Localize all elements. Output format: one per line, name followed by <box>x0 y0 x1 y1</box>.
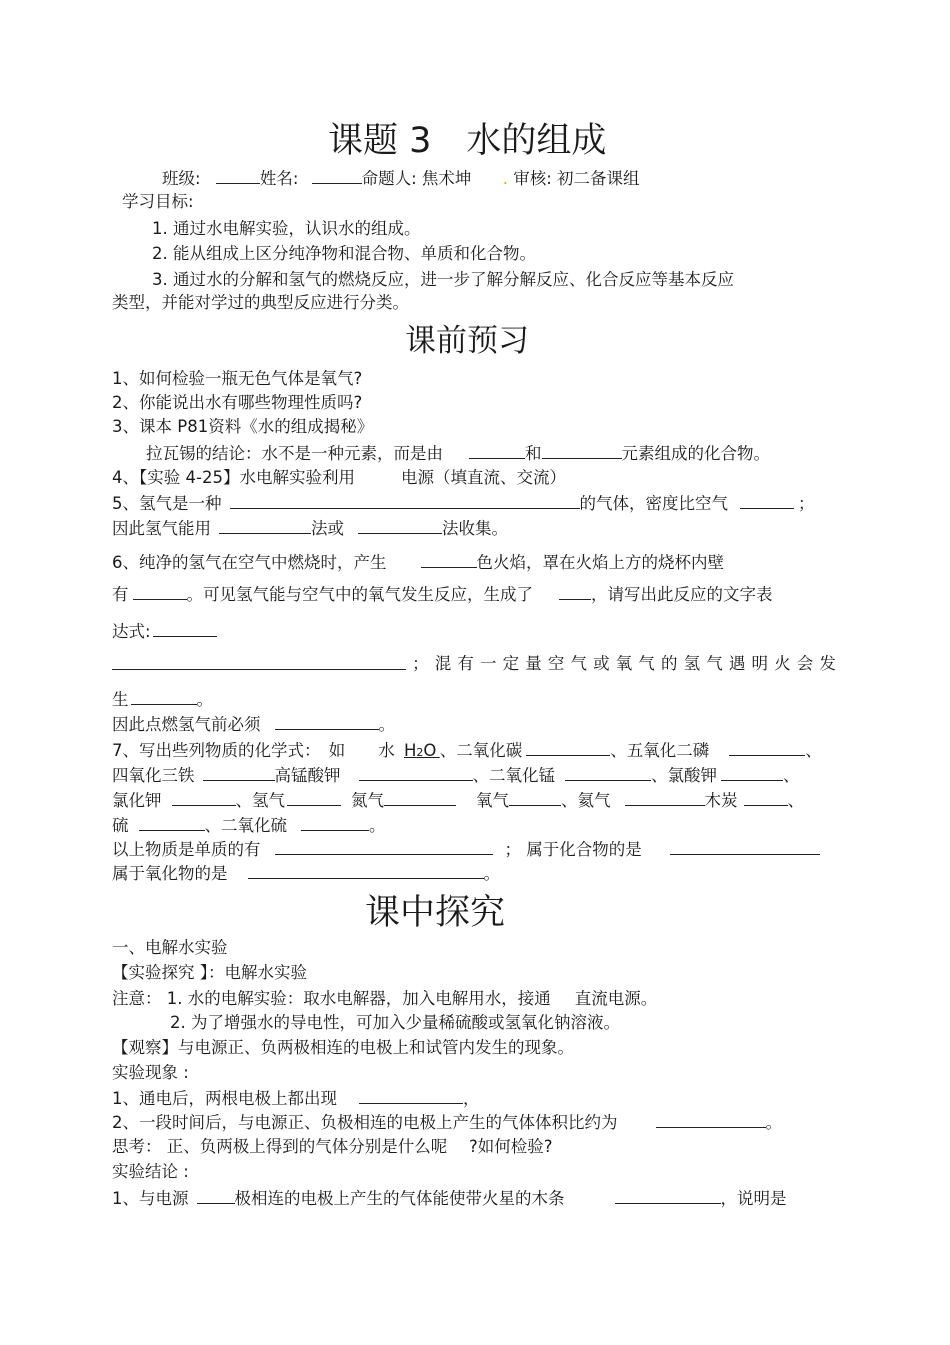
objective-item: 类型，并能对学过的典型反应进行分类。 <box>112 293 409 312</box>
text: 空 <box>547 654 565 673</box>
text: 、五氧化二磷 <box>610 741 710 760</box>
text: ， <box>463 1089 480 1108</box>
question-7-row3 <box>112 789 804 812</box>
note-1 <box>112 988 657 1010</box>
answer-blank[interactable] <box>565 764 651 781</box>
question-3-answer <box>146 442 770 465</box>
answer-blank[interactable] <box>670 838 820 855</box>
answer-blank[interactable] <box>656 1111 766 1128</box>
question-6-expression <box>112 620 217 643</box>
question-2: 2、你能说出水有哪些物理性质吗? <box>112 393 363 412</box>
objectives-heading: 学习目标: <box>122 192 194 211</box>
text: 注意： 1. 水的电解实验：取水电解器，加入电解用水，接通 <box>112 989 551 1008</box>
reviewer-label: 审核: 初二备课组 <box>513 169 640 188</box>
observe-line: 【观察】与电源正、负两极相连的电极上和试管内发生的现象。 <box>112 1038 574 1057</box>
answer-blank[interactable] <box>542 442 622 459</box>
question-6 <box>112 551 724 574</box>
author-label: 命题人: 焦术坤 <box>361 169 472 188</box>
text: 的 <box>661 654 678 673</box>
text: 、 <box>805 741 822 760</box>
section-heading-preview: 课前预习 <box>405 323 529 359</box>
answer-blank[interactable] <box>559 583 591 600</box>
answer-blank[interactable] <box>203 764 275 781</box>
objective-item: 1. 通过水电解实验，认识水的组成。 <box>152 219 421 238</box>
question-8 <box>112 838 820 861</box>
text: 法或 <box>311 519 344 538</box>
conclusion-heading: 实验结论 : <box>112 1162 189 1181</box>
text: 四氧化三铁 <box>112 766 195 785</box>
answer-blank[interactable] <box>721 764 783 781</box>
question-4 <box>112 467 566 489</box>
text: 遇 <box>728 654 746 673</box>
text: 气 <box>570 654 587 673</box>
text: 氢 <box>683 654 701 673</box>
answer-blank[interactable] <box>729 739 805 756</box>
text: 电源（填直流、交流） <box>400 468 566 487</box>
formula-h2o: H2O <box>404 741 437 760</box>
text: 法收集。 <box>442 519 508 538</box>
question-7-row4 <box>112 814 386 837</box>
text: 火 <box>774 654 791 673</box>
text: 因此点燃氢气前必须 <box>112 715 261 734</box>
text: 1、与电源 <box>112 1189 189 1208</box>
text: ； <box>798 494 815 513</box>
answer-blank[interactable] <box>133 583 187 600</box>
header-info <box>162 167 640 190</box>
answer-blank[interactable] <box>358 517 442 534</box>
answer-blank[interactable] <box>287 789 341 806</box>
question-5-cont <box>112 517 508 540</box>
text: 。 <box>378 715 395 734</box>
text: 、 <box>787 791 804 810</box>
text: 5、氢气是一种 <box>112 494 222 513</box>
question-6-must <box>112 713 395 736</box>
text: 。 <box>369 816 386 835</box>
text: 极相连的电极上产生的气体能使带火星的木条 <box>234 1189 565 1208</box>
text: ； 属于化合物的是 <box>504 840 642 859</box>
class-label: 班级: <box>162 169 201 188</box>
answer-blank[interactable] <box>230 492 580 509</box>
question-6-end <box>112 688 213 711</box>
text: 有 <box>112 585 129 604</box>
text: 氮气 <box>351 791 384 810</box>
question-7-row2 <box>112 764 800 787</box>
answer-blank[interactable] <box>384 789 456 806</box>
answer-blank[interactable] <box>112 653 406 670</box>
text: 定 <box>502 654 520 673</box>
text: 混 <box>434 654 452 673</box>
conclusion-1 <box>112 1187 787 1210</box>
answer-blank[interactable] <box>526 739 610 756</box>
answer-blank[interactable] <box>615 1187 721 1204</box>
text: 会 <box>796 654 814 673</box>
text: 、 <box>783 766 800 785</box>
text: 高锰酸钾 <box>274 766 341 785</box>
text: 明 <box>751 654 768 673</box>
text: 发 <box>819 654 836 673</box>
text: 生 <box>112 690 129 709</box>
explore-subheading: 一、电解水实验 <box>112 938 228 957</box>
text: 或 <box>593 654 610 673</box>
text: 1、通电后，两根电极上都出现 <box>112 1089 337 1108</box>
question-5 <box>112 492 815 515</box>
text: 量 <box>525 654 542 673</box>
answer-blank[interactable] <box>740 492 794 509</box>
text: 以上物质是单质的有 <box>112 840 261 859</box>
question-6-cont <box>112 583 773 606</box>
section-heading-explore: 课中探究 <box>365 893 506 933</box>
text: 氧 <box>615 654 633 673</box>
text: 4、【实验 4-25】水电解实验利用 <box>112 468 355 487</box>
think-line: 思考： 正、负两极上得到的气体分别是什么呢 ?如何检验? <box>112 1137 553 1156</box>
text: ； <box>412 654 429 673</box>
answer-blank[interactable] <box>197 1187 235 1204</box>
text: 、氯酸钾 <box>651 766 717 785</box>
text: 属于氧化物的是 <box>112 864 228 883</box>
answer-blank[interactable] <box>469 442 525 459</box>
answer-blank[interactable] <box>275 713 379 730</box>
answer-blank[interactable] <box>139 814 205 831</box>
text: 、氦气 <box>561 791 611 810</box>
name-blank <box>312 167 362 184</box>
text: 6、纯净的氢气在空气中燃烧时，产生 <box>112 553 387 572</box>
text: 因此氢气能用 <box>112 519 211 538</box>
answer-blank[interactable] <box>131 688 197 705</box>
page-title: 课题 3 水的组成 <box>328 121 607 161</box>
text: 氧气 <box>476 791 509 810</box>
answer-blank[interactable] <box>421 551 477 568</box>
question-7 <box>112 739 822 764</box>
text: 、二氧化锰 <box>472 766 555 785</box>
answer-blank[interactable] <box>359 1087 463 1104</box>
text: ，说明是 <box>720 1189 787 1208</box>
text: 、二氧化硫 <box>204 816 287 835</box>
question-1: 1、如何检验一瓶无色气体是氧气? <box>112 369 363 388</box>
text: 硫 <box>112 816 129 835</box>
text: 。 <box>483 864 500 883</box>
answer-blank[interactable] <box>625 789 705 806</box>
answer-blank[interactable] <box>219 517 311 534</box>
text: 的气体，密度比空气 <box>579 494 728 513</box>
phenomenon-2 <box>112 1111 782 1134</box>
text: 直流电源。 <box>574 989 658 1008</box>
note-2: 2. 为了增强水的导电性，可加入少量稀硫酸或氢氧化钠溶液。 <box>170 1013 620 1032</box>
text: ，请写出此反应的文字表 <box>591 585 773 604</box>
text: 色火焰，罩在火焰上方的烧杯内壁 <box>476 553 724 572</box>
text: 和 <box>525 444 542 463</box>
question-6-justified <box>112 653 836 675</box>
text: 7、写出些列物质的化学式： 如 水 <box>112 741 395 760</box>
text: 。可见氢气能与空气中的氧气发生反应，生成了 <box>186 585 533 604</box>
dot-mark: . <box>502 169 508 188</box>
text: 、二氧化碳 <box>439 741 523 760</box>
question-9 <box>112 862 500 885</box>
text: 有 <box>457 654 474 673</box>
question-3: 3、课本 P81资料《水的组成揭秘》 <box>112 417 374 436</box>
answer-blank[interactable] <box>359 764 473 781</box>
text: 、氢气 <box>235 791 285 810</box>
answer-blank[interactable] <box>301 814 369 831</box>
text: 。 <box>196 690 213 709</box>
answer-blank[interactable] <box>275 838 493 855</box>
objective-item: 2. 能从组成上区分纯净物和混合物、单质和化合物。 <box>152 244 536 263</box>
class-blank <box>216 167 260 184</box>
text: 拉瓦锡的结论：水不是一种元素，而是由 <box>146 444 443 463</box>
answer-blank[interactable] <box>509 789 561 806</box>
objective-item: 3. 通过水的分解和氢气的燃烧反应，进一步了解分解反应、化合反应等基本反应 <box>152 270 734 289</box>
text: 。 <box>765 1113 782 1132</box>
name-label: 姓名: <box>259 169 299 188</box>
text: 达式: <box>112 622 151 641</box>
text: 一 <box>480 654 497 673</box>
text: 气 <box>706 654 723 673</box>
text: 气 <box>638 654 655 673</box>
answer-blank[interactable] <box>744 789 788 806</box>
experiment-heading: 【实验探究 】：电解水实验 <box>112 963 307 982</box>
answer-blank[interactable] <box>248 862 484 879</box>
phenomenon-1 <box>112 1087 480 1110</box>
text: 氯化钾 <box>112 791 162 810</box>
phenomenon-heading: 实验现象 : <box>112 1063 189 1082</box>
answer-blank[interactable] <box>153 620 217 637</box>
text: 2、一段时间后，与电源正、负极相连的电极上产生的气体体积比约为 <box>112 1113 618 1132</box>
answer-blank[interactable] <box>172 789 236 806</box>
text: 元素组成的化合物。 <box>621 444 770 463</box>
text: 木炭 <box>704 791 738 810</box>
